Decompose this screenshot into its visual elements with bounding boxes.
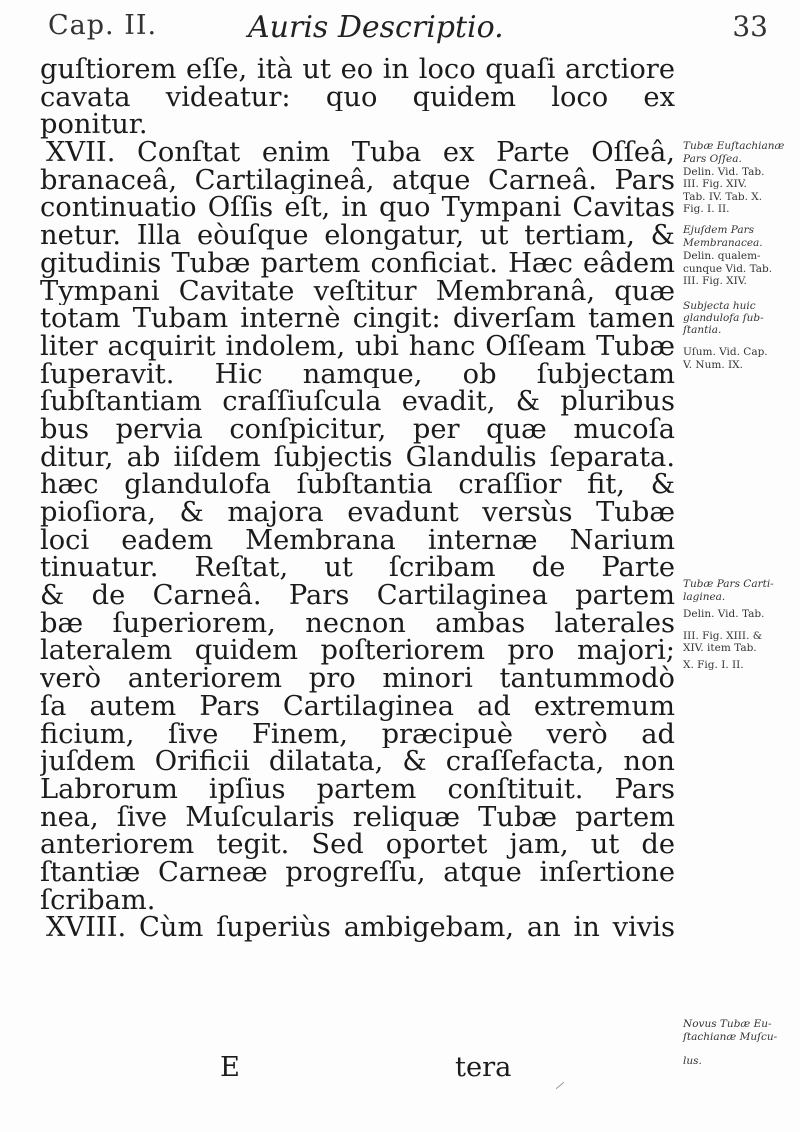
margin-note: Tubæ Euſtachianæ	[683, 140, 785, 152]
text-line: gitudinis Tubæ partem conficiat. Hæc eâdem	[40, 249, 675, 278]
text-line: bæ ſuperiorem, necnon ambas laterales	[40, 609, 675, 638]
text-line: ſuperavit. Hic namque, ob ſubjectam	[40, 360, 675, 389]
text-line: ditur, ab iiſdem ſubjectis Glandulis ſeparata.	[40, 443, 675, 472]
margin-note: V. Num. IX.	[683, 359, 743, 371]
text-line: Labrorum ipſius partem conſtituit. Pars	[40, 775, 675, 804]
margin-note: lus.	[683, 1055, 702, 1067]
text-line: ſtantiæ Carneæ progreſſu, atque inſertione	[40, 858, 675, 887]
text-line: & de Carneâ. Pars Cartilaginea partem	[40, 582, 675, 610]
text-line: totam Tubam internè cingit: diverſam tamen	[40, 305, 675, 333]
text-line: ſcribam.	[40, 884, 156, 916]
text-line: XVII. Conſtat enim Tuba ex Parte Oſſeâ,	[46, 139, 675, 167]
text-line: Tympani Cavitate veſtitur Membranâ, quæ	[40, 277, 675, 306]
text-line: ſubſtantiam craſſiuſcula evadit, & pluribus	[40, 388, 675, 416]
main-text-block	[40, 56, 675, 942]
text-line: anteriorem tegit. Sed oportet jam, ut de	[40, 831, 675, 859]
text-line: lateralem quidem poſteriorem pro majori;	[40, 637, 675, 666]
margin-note: Subjecta huic	[683, 300, 756, 312]
margin-note: Uſum. Vid. Cap.	[683, 346, 768, 358]
text-line: verò anteriorem pro minori tantummodò	[40, 665, 675, 693]
margin-note: III. Fig. XIII. &	[683, 630, 763, 642]
margin-note: Delin. qualem-	[683, 250, 761, 262]
text-line: ſa autem Pars Cartilaginea ad extremum	[40, 692, 675, 721]
text-line: juſdem Orificii dilatata, & craſſefacta, non	[40, 748, 675, 776]
text-line: ficium, ſive Finem, præcipuè verò ad	[40, 720, 675, 749]
margin-note: Delin. Vid. Tab.	[683, 166, 765, 178]
margin-note: glandulofa ſub-	[683, 312, 764, 324]
margin-note: cunque Vid. Tab.	[683, 263, 773, 275]
margin-note: Delin. Vid. Tab.	[683, 608, 765, 620]
margin-note: Fig. I. II.	[683, 203, 730, 215]
chapter-label: Cap. II.	[48, 10, 158, 41]
margin-note: ſtantia.	[683, 324, 722, 336]
text-line: cavata videatur: quo quidem loco ex	[40, 83, 675, 112]
margin-note: Pars Oſſea.	[683, 153, 742, 165]
text-line: liter acquirit indolem, ubi hanc Oſſeam Tubæ	[40, 332, 675, 361]
margin-note: laginea.	[683, 591, 726, 603]
margin-note: III. Fig. XIV.	[683, 178, 747, 190]
text-line: ponitur.	[40, 109, 148, 141]
margin-note: X. Fig. I. II.	[683, 659, 744, 671]
signature-mark: E	[220, 1052, 240, 1083]
catchword: tera	[455, 1052, 512, 1083]
running-header	[48, 10, 768, 50]
text-line: continuatio Oſſis eſt, in quo Tympani Cavitas	[40, 194, 675, 223]
text-line: guſtiorem eſſe, ità ut eo in loco quaſi arctiore	[40, 56, 675, 84]
margin-note: III. Fig. XIV.	[683, 275, 747, 287]
margin-note: Novus Tubæ Eu-	[683, 1018, 772, 1030]
text-line: pioſiora, & majora evadunt versùs Tubæ	[40, 499, 675, 527]
text-line: hæc glandulofa ſubſtantia craſſior fit, &	[40, 471, 675, 499]
margin-note: Ejuſdem Pars	[683, 224, 755, 236]
margin-note: Tubæ Pars Carti-	[683, 578, 774, 590]
stray-mark	[556, 1082, 564, 1089]
margin-note: ſtachianæ Muſcu-	[683, 1031, 778, 1043]
text-line: XVIII. Cùm ſuperiùs ambigebam, an in vivis	[46, 914, 675, 942]
margin-note: XIV. item Tab.	[683, 642, 757, 654]
text-line: branaceâ, Cartilagineâ, atque Carneâ. Pars	[40, 166, 675, 195]
text-line: tinuatur. Reſtat, ut ſcribam de Parte	[40, 554, 675, 583]
text-line: netur. Illa eòuſque elongatur, ut tertiam, &	[40, 222, 675, 250]
text-line: bus pervia conſpicitur, per quæ mucoſa	[40, 415, 675, 444]
text-line: nea, ſive Muſcularis reliquæ Tubæ partem	[40, 803, 675, 832]
margin-note: Tab. IV. Tab. X.	[683, 191, 763, 203]
page-number: 33	[732, 10, 768, 43]
text-line: loci eadem Membrana internæ Narium	[40, 526, 675, 555]
running-title: Auris Descriptio.	[248, 10, 504, 45]
margin-note: Membranacea.	[683, 237, 763, 249]
